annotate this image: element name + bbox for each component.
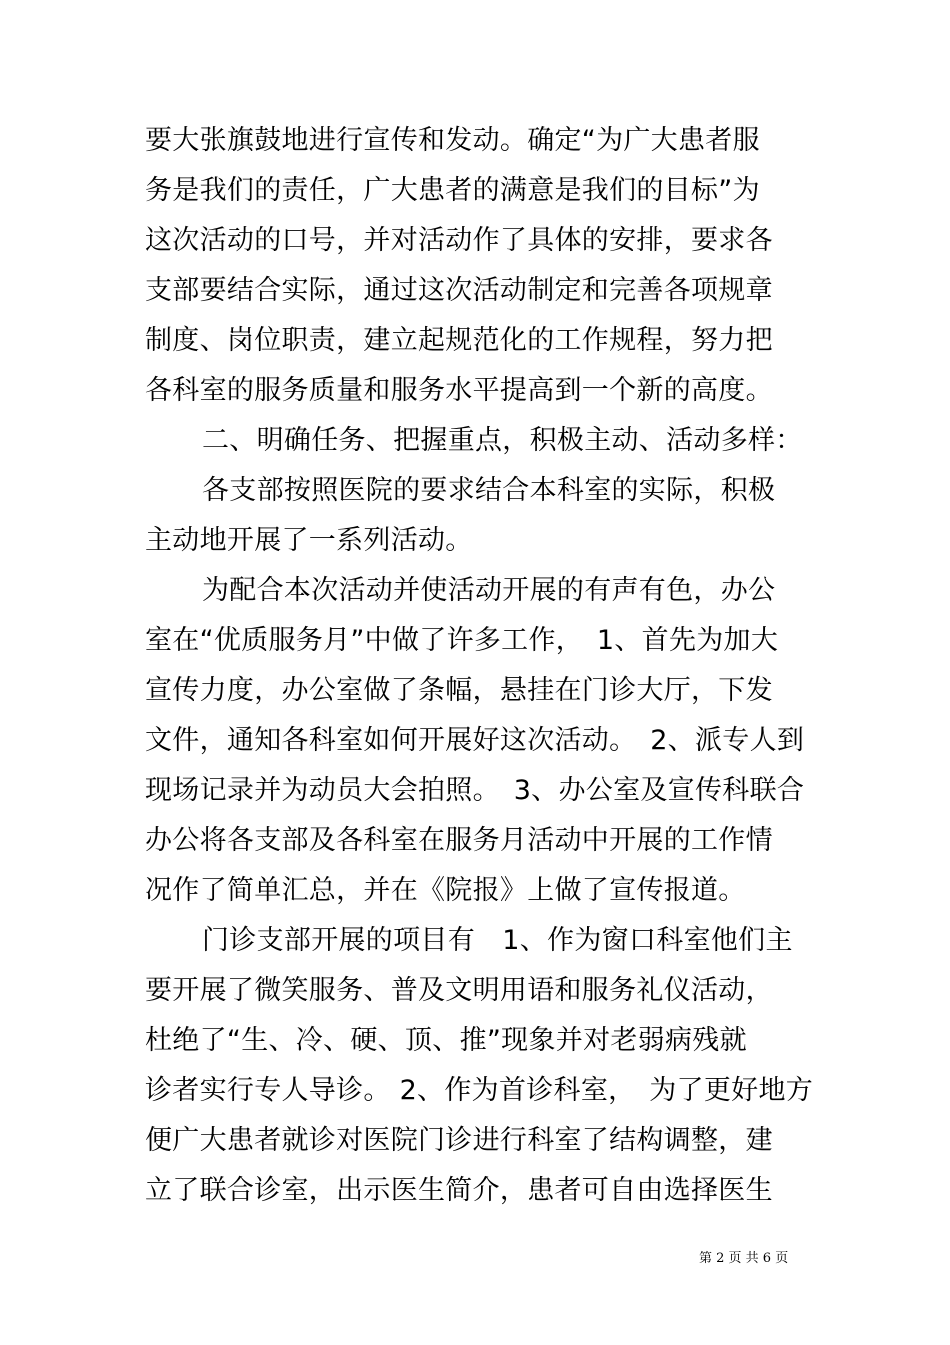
body-text-line: 主动地开展了一系列活动。 (145, 525, 473, 556)
body-text-line: 各支部按照医院的要求结合本科室的实际，积极 (202, 475, 776, 506)
body-text-line: 务是我们的责任，广大患者的满意是我们的目标”为 (145, 175, 760, 206)
body-text-line: 这次活动的口号，并对活动作了具体的安排，要求各 (145, 225, 773, 256)
page-number-footer: 第 2 页 共 6 页 (699, 1251, 789, 1266)
body-text-line: 诊者实行专人导诊。 2、作为首诊科室， 为了更好地方 (145, 1075, 814, 1106)
body-text-line: 为配合本次活动并使活动开展的有声有色，办公 (202, 575, 776, 606)
body-text-line: 宣传力度，办公室做了条幅，悬挂在门诊大厅，下发 (145, 675, 773, 706)
body-text-line: 立了联合诊室，出示医生简介，患者可自由选择医生 (145, 1175, 773, 1206)
body-text-line: 要开展了微笑服务、普及文明用语和服务礼仪活动， (145, 975, 773, 1006)
body-text-line: 门诊支部开展的项目有 1、作为窗口科室他们主 (202, 925, 793, 956)
body-text-line: 各科室的服务质量和服务水平提高到一个新的高度。 (145, 375, 773, 406)
body-text-line: 要大张旗鼓地进行宣传和发动。确定“为广大患者服 (145, 125, 760, 156)
section-heading: 二、明确任务、把握重点，积极主动、活动多样： (202, 425, 803, 456)
body-text-line: 支部要结合实际，通过这次活动制定和完善各项规章 (145, 275, 773, 306)
body-text-line: 便广大患者就诊对医院门诊进行科室了结构调整，建 (145, 1125, 773, 1156)
body-text-line: 办公将各支部及各科室在服务月活动中开展的工作情 (145, 825, 773, 856)
body-text-line: 况作了简单汇总，并在《院报》上做了宣传报道。 (145, 875, 746, 906)
body-text-line: 文件，通知各科室如何开展好这次活动。 2、派专人到 (145, 725, 805, 756)
body-text-line: 制度、岗位职责，建立起规范化的工作规程，努力把 (145, 325, 773, 356)
body-text-line: 室在“优质服务月”中做了许多工作， 1、首先为加大 (145, 625, 779, 656)
body-text-line: 现场记录并为动员大会拍照。 3、办公室及宣传科联合 (145, 775, 805, 806)
body-text-line: 杜绝了“生、冷、硬、顶、推”现象并对老弱病残就 (145, 1025, 747, 1056)
